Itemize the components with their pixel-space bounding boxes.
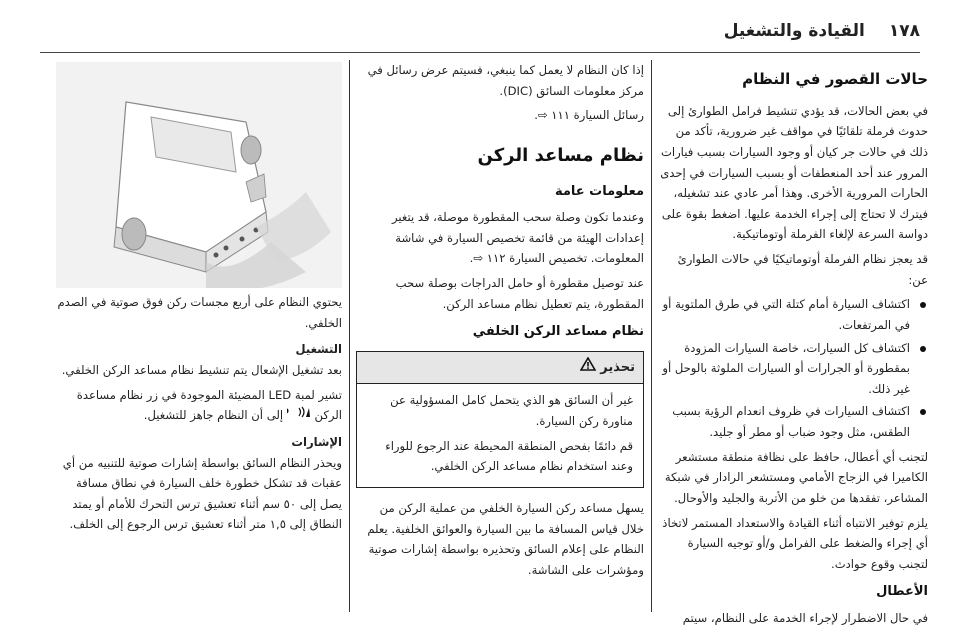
warning-text: غير أن السائق هو الذي يتحمل كامل المسؤولية عن مناورة ركن السيارة. bbox=[390, 393, 633, 429]
section-title: القيادة والتشغيل bbox=[723, 21, 865, 41]
column-left bbox=[56, 60, 342, 632]
page-number: ١٧٨ bbox=[888, 21, 920, 41]
list-item: اكتشاف السيارات في ظروف انعدام الرؤية بسبب الطقس، مثل وجود ضباب أو مطر أو جليد. bbox=[656, 401, 910, 442]
led-text-after: إلى أن النظام جاهز للتشغيل. bbox=[143, 408, 284, 423]
dic-text: إذا كان النظام لا يعمل كما ينبغي، فسيتم عرض رسائل في مركز معلومات السائق (DIC). bbox=[367, 63, 644, 98]
column-right bbox=[656, 60, 928, 632]
signals-text: ويحذر النظام السائق بواسطة إشارات صوتية للتنبيه من أي عقبات قد تشكل خطورة خلف السيارة في نطاق مسافة يصل إلى ٥٠ سم أثناء تعشيق ترس التحرك للأمام أو يمتد النطاق إلى ١,٥ متر أثناء تعشيق ترس الرجوع إلى الخلف. bbox=[62, 455, 342, 532]
park-assist-heading: نظام مساعد الركن bbox=[477, 144, 644, 166]
faults-heading: الأعطال bbox=[876, 584, 928, 600]
vehicle-messages-ref: رسائل السيارة ١١١ ⇨. bbox=[534, 108, 644, 123]
column-divider bbox=[349, 60, 350, 612]
warning-text: قم دائمًا بفحص المنطقة المحيطة عند الرجوع للوراء وعند استخدام نظام مساعد الركن الخلفي. bbox=[385, 438, 633, 474]
list-item: اكتشاف كل السيارات، خاصة السيارات المزودة بمقطورة أو الجرارات أو السيارات الملوثة بالوحل أو غير ذلك. bbox=[656, 338, 910, 400]
led-text-before: تشير لمبة LED المضيئة الموجودة في زر نظام مساعدة الركن bbox=[76, 387, 342, 423]
general-info-heading: معلومات عامة bbox=[554, 183, 644, 199]
signals-heading: الإشارات bbox=[291, 434, 342, 449]
operation-heading: التشغيل bbox=[295, 342, 342, 357]
rear-park-assist-text: يسهل مساعد ركن السيارة الخلفي من عملية الركن من خلال قياس المسافة ما بين السيارة والعوائق الخلفية. يعلم النظام على إعلام السائق وتحذيره بواسطة إشارات صوتية ومؤشرات على الشاشة. bbox=[367, 500, 644, 577]
sensor-intro-text: يحتوي النظام على أربع مجسات ركن فوق صوتية في الصدم الخلفي. bbox=[57, 295, 342, 330]
warning-box bbox=[356, 351, 644, 488]
park-assist-icon bbox=[287, 405, 311, 426]
limitations-list bbox=[656, 294, 928, 442]
column-divider bbox=[651, 60, 652, 612]
list-item: اكتشاف السيارة أمام كتلة التي في طرق الملتوية أو في المرتفعات. bbox=[656, 294, 910, 335]
warning-triangle-icon bbox=[580, 356, 596, 379]
limitations-heading: حالات القصور في النظام bbox=[742, 70, 928, 88]
column-middle bbox=[356, 60, 644, 632]
general-info-text: وعندما تكون وصلة سحب المقطورة موصلة، قد يتغير إعدادات الهيئة من قائمة تخصيص السيارة في شاشة المعلومات. تخصيص السيارة ١١٢ ⇨. bbox=[391, 210, 644, 266]
limitations-intro: في بعض الحالات، قد يؤدي تنشيط فرامل الطوارئ إلى حدوث فرملة تلقائيًا في مواقف غير ضرورية، تأكد من ذلك في حالات جر كيان أو وجود السيارات بسبب فيارات المرور عند أحد المنعطفات أو بسبب السيارات في إحدى الحارات المرورية الأخرى. وهذا أمر عادي عند تشغيله، فيترك لا تحتاج إلى إجراء الخدمة عليها. اضغط بقوة على دواسة السرعة لإلغاء الفرملة أوتوماتيكية. bbox=[660, 103, 928, 242]
warning-header bbox=[357, 352, 643, 384]
rear-park-assist-heading: نظام مساعد الركن الخلفي bbox=[472, 324, 644, 340]
page-header bbox=[40, 16, 920, 46]
trailer-text: عند توصيل مقطورة أو حامل الدراجات بوصلة سحب المقطورة، يتم تعطيل نظام مساعد الركن. bbox=[395, 275, 644, 311]
faults-text: في حال الاضطرار لإجراء الخدمة على النظام، سيتم bbox=[682, 610, 928, 625]
led-text bbox=[56, 385, 342, 426]
sensor-cleaning-text: لتجنب أي أعطال، حافظ على نظافة منطقة مستشعر الكاميرا في الزجاج الأمامي ومستشعر الرادار في شبكة المشاعر، تفقدها من خلو من الأتربة والجليد والأوحال. bbox=[664, 449, 928, 505]
warning-body bbox=[357, 384, 643, 487]
svg-text:P bbox=[287, 406, 289, 419]
limitations-list-intro: قد يعجز نظام الفرملة أوتوماتيكيًا في حالات الطوارئ عن: bbox=[677, 252, 928, 287]
column-left-content bbox=[56, 292, 342, 539]
attention-text: يلزم توفير الانتباه أثناء القيادة والاستعداد المستمر لاتخاذ أي إجراء والضغط على الفرامل و/أو توجيه السيارة لتجنب وقوع حوادث. bbox=[662, 515, 928, 571]
warning-title: تحذير bbox=[600, 360, 635, 376]
operation-text: بعد تشغيل الإشعال يتم تنشيط نظام مساعد الركن الخلفي. bbox=[61, 362, 342, 377]
header-divider bbox=[40, 52, 920, 53]
